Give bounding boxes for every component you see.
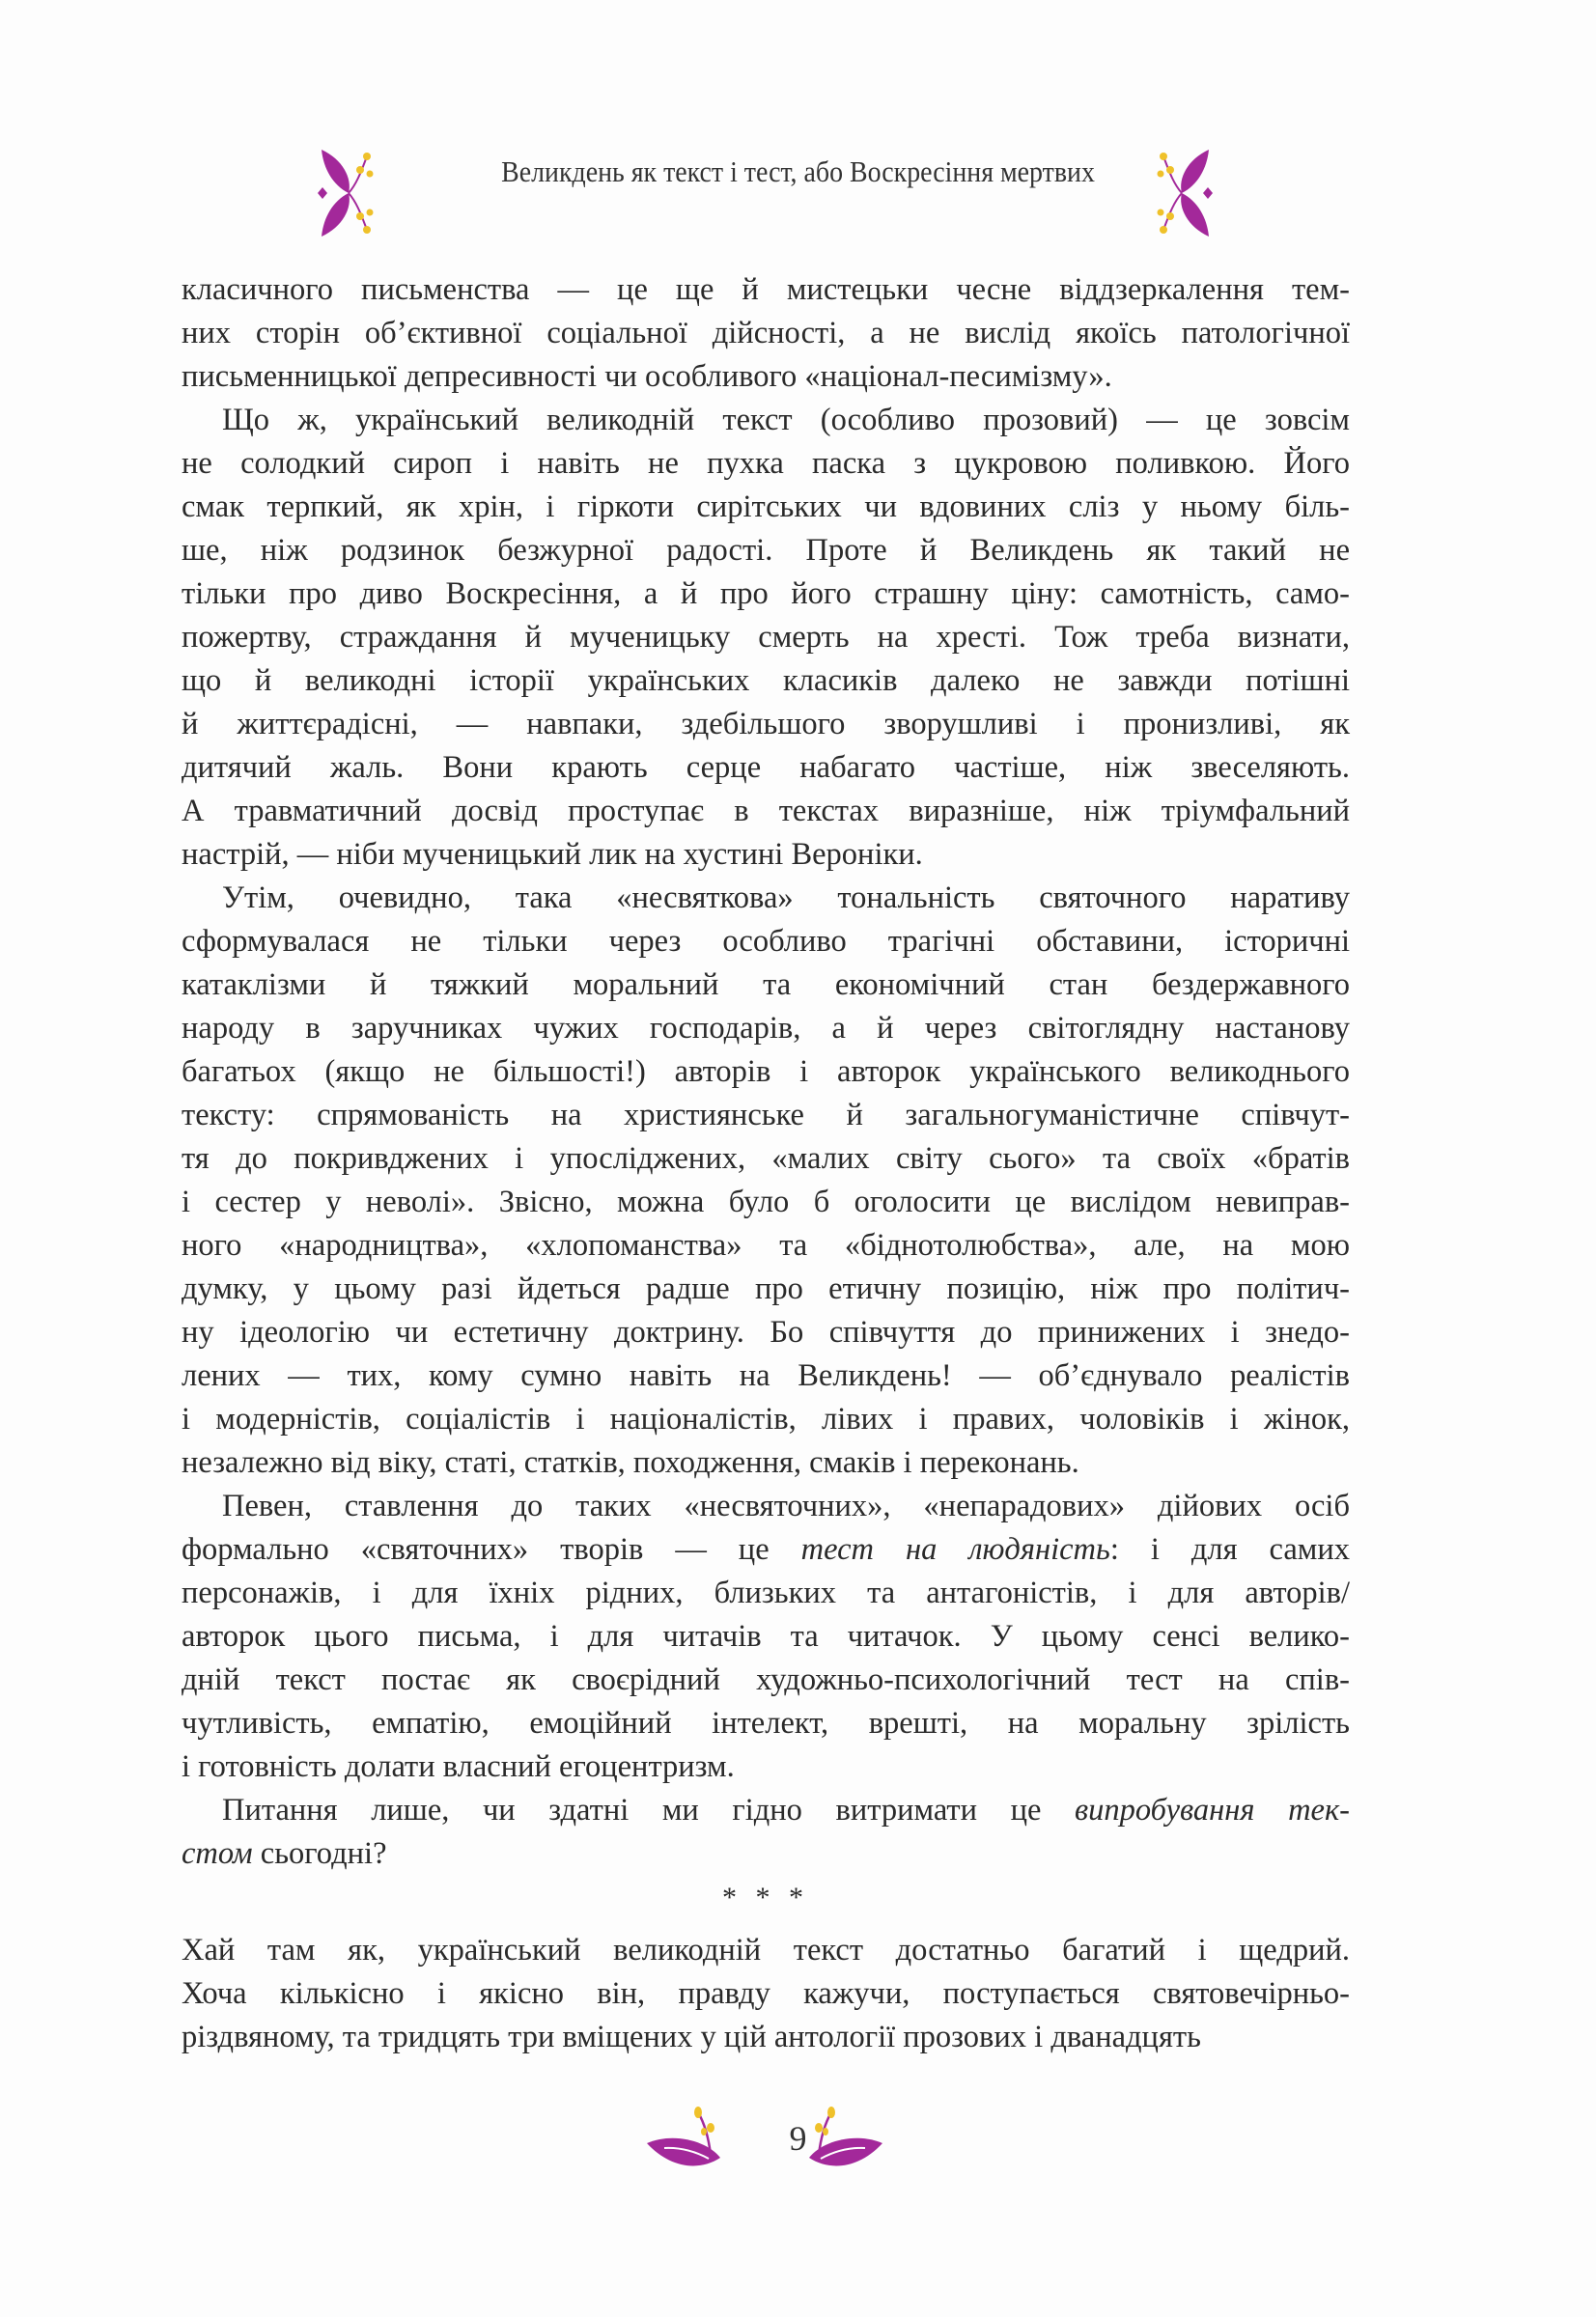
text-line <box>182 703 1350 746</box>
text-segment: думку, у цьому разі йдеться радше про етичну позицію, ніж про політич- <box>182 1271 1350 1306</box>
text-line <box>182 1441 1350 1485</box>
text-segment: різдвяному, та тридцять три вміщених у цій антології прозових і дванадцять <box>182 2020 1201 2054</box>
text-segment: тя до покривджених і упосліджених, «малих світу сього» та своїх «братів <box>182 1141 1350 1176</box>
text-line <box>182 442 1350 486</box>
running-title: Великдень як текст і тест, або Воскресіння мертвих <box>501 154 1095 188</box>
text-line <box>182 1572 1350 1615</box>
italic-emphasis: випробування тек- <box>1074 1793 1350 1828</box>
text-segment: не солодкий сироп і навіть не пухка паска з цукровою поливкою. Його <box>182 446 1350 481</box>
text-segment: настрій, — ніби мученицький лик на хустині Вероніки. <box>182 837 923 872</box>
text-segment: незалежно від віку, статі, статків, походження, смаків і переконань. <box>182 1445 1079 1480</box>
text-segment: Питання лише, чи здатні ми гідно витримати це <box>222 1793 1075 1828</box>
text-line <box>182 746 1350 790</box>
text-line <box>182 1137 1350 1181</box>
text-line <box>182 1268 1350 1311</box>
text-segment: сьогодні? <box>252 1836 387 1871</box>
text-segment: і сестер у неволі». Звісно, можна було б оголосити це вислідом невиправ- <box>182 1185 1350 1219</box>
text-segment: Що ж, український великодній текст (особливо прозовий) — це зовсім <box>222 403 1350 437</box>
text-segment: А травматичний досвід проступає в текстах виразніше, ніж тріумфальний <box>182 794 1350 828</box>
text-segment: і модерністів, соціалістів і націоналістів, лівих і правих, чоловіків і жінок, <box>182 1402 1350 1437</box>
page-number: 9 <box>789 2119 807 2158</box>
text-segment: сформувалася не тільки через особливо трагічні обставини, історичні <box>182 924 1350 959</box>
text-segment: ше, ніж родзинок безжурної радості. Проте й Великдень як такий не <box>182 533 1350 568</box>
text-line <box>182 659 1350 703</box>
text-line <box>182 1789 1350 1832</box>
text-line <box>182 312 1350 355</box>
text-segment: що й великодні історії українських класиків далеко не завжди потішні <box>182 663 1350 698</box>
text-segment: катаклізми й тяжкий моральний та економічний стан бездержавного <box>182 967 1350 1002</box>
text-segment: класичного письменства — це ще й мистецьки чесне віддзеркалення тем- <box>182 272 1350 307</box>
text-line <box>182 1007 1350 1050</box>
text-segment: народу в заручниках чужих господарів, а й через світоглядну настанову <box>182 1011 1350 1046</box>
text-segment: формально «святочних» творів — це <box>182 1532 801 1567</box>
text-line <box>182 920 1350 963</box>
text-line <box>182 1311 1350 1354</box>
text-line <box>182 1528 1350 1572</box>
text-segment: багатьох (якщо не більшості!) авторів і авторок українського великоднього <box>182 1054 1350 1089</box>
floral-ornament-right-icon <box>1149 145 1217 241</box>
main-paragraphs <box>182 268 1350 1876</box>
text-segment: : і для самих <box>1109 1532 1350 1567</box>
text-line <box>182 1745 1350 1789</box>
text-segment: них сторін об’єктивної соціальної дійсності, а не вислід якоїсь патологічної <box>182 316 1350 350</box>
paragraph <box>182 877 1350 1485</box>
paragraph <box>182 1789 1350 1876</box>
text-line <box>182 833 1350 877</box>
text-line <box>182 616 1350 659</box>
paragraph <box>182 399 1350 877</box>
section-separator: * * * <box>722 1882 809 1913</box>
body-text <box>182 268 1350 2059</box>
text-segment: письменницької депресивності чи особливого «націонал-песимізму». <box>182 359 1112 394</box>
text-segment: й життєрадісні, — навпаки, здебільшого зворушливі і пронизливі, як <box>182 707 1350 741</box>
text-line <box>182 1615 1350 1659</box>
text-line <box>182 1702 1350 1745</box>
text-line <box>182 1972 1350 2016</box>
text-line <box>182 877 1350 920</box>
paragraph <box>182 1485 1350 1789</box>
text-line <box>182 1659 1350 1702</box>
italic-emphasis: стом <box>182 1836 253 1871</box>
text-segment: авторок цього письма, і для читачів та читачок. У цьому сенсі велико- <box>182 1619 1350 1654</box>
text-line <box>182 486 1350 529</box>
text-line <box>182 790 1350 833</box>
page-footer <box>0 2105 1596 2182</box>
text-line <box>182 1050 1350 1094</box>
text-segment: і готовність долати власний егоцентризм. <box>182 1749 735 1784</box>
text-line <box>182 1354 1350 1398</box>
text-line <box>182 1929 1350 1972</box>
text-line <box>182 2016 1350 2059</box>
text-segment: Хай там як, український великодній текст достатньо багатий і щедрий. <box>182 1933 1350 1968</box>
text-line <box>182 1832 1350 1876</box>
text-segment: тексту: спрямованість на християнське й загальногуманістичне співчут- <box>182 1098 1350 1132</box>
text-line <box>182 268 1350 312</box>
text-line <box>182 399 1350 442</box>
text-segment: Утім, очевидно, така «несвяткова» тональність святочного наративу <box>222 880 1350 915</box>
text-segment: ну ідеологію чи естетичну доктрину. Бо співчуття до принижених і знедо- <box>182 1315 1350 1350</box>
text-segment: чутливість, емпатію, емоційний інтелект, врешті, на моральну зрілість <box>182 1706 1350 1741</box>
text-segment: смак терпкий, як хрін, і гіркоти сирітських чи вдовиних сліз у ньому біль- <box>182 489 1350 524</box>
text-segment: тільки про диво Воскресіння, а й про його страшну ціну: самотність, само- <box>182 576 1350 611</box>
running-head <box>0 145 1596 212</box>
text-line <box>182 1181 1350 1224</box>
text-segment: лених — тих, кому сумно навіть на Великдень! — об’єднувало реалістів <box>182 1358 1350 1393</box>
text-segment: персонажів, і для їхніх рідних, близьких та антагоністів, і для авторів/ <box>182 1576 1350 1610</box>
text-line <box>182 963 1350 1007</box>
after-separator-paragraph <box>182 1929 1350 2059</box>
paragraph <box>182 1929 1350 2059</box>
text-line <box>182 1398 1350 1441</box>
leaf-ornament-right-icon <box>798 2105 884 2182</box>
text-line <box>182 1485 1350 1528</box>
text-segment: пожертву, страждання й мученицьку смерть на хресті. Тож треба визнати, <box>182 620 1350 655</box>
italic-emphasis: тест на людяність <box>800 1532 1110 1567</box>
text-line <box>182 572 1350 616</box>
text-line <box>182 1094 1350 1137</box>
text-segment: Певен, ставлення до таких «несвяточних», «непарадових» дійових осіб <box>222 1489 1350 1523</box>
text-line <box>182 529 1350 572</box>
text-segment: дитячий жаль. Вони крають серце набагато частіше, ніж звеселяють. <box>182 750 1350 785</box>
text-segment: ного «народництва», «хлопоманства» та «біднотолюбства», але, на мою <box>182 1228 1350 1263</box>
text-segment: Хоча кількісно і якісно він, правду кажучи, поступається святовечірньо- <box>182 1976 1350 2011</box>
text-line <box>182 1224 1350 1268</box>
paragraph <box>182 268 1350 399</box>
text-segment: дній текст постає як своєрідний художньо-психологічний тест на спів- <box>182 1662 1350 1697</box>
text-line <box>182 355 1350 399</box>
